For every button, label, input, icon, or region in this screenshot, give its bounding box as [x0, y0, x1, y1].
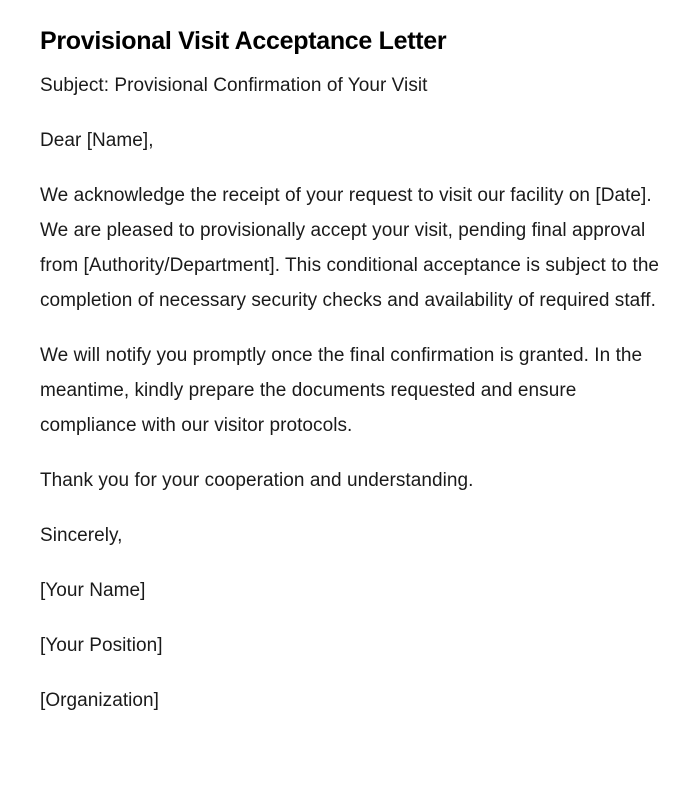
signature-organization: [Organization] — [40, 690, 159, 711]
letter-body-paragraph-2: We will notify you promptly once the final confirmation is granted. In the meantime, kindly prepare the documents requested and ensure compliance with our visitor protocols. — [40, 345, 643, 436]
signature-name: [Your Name] — [40, 580, 146, 601]
letter-salutation: Dear [Name], — [40, 130, 154, 151]
letter-closing: Sincerely, — [40, 525, 123, 546]
letter-title: Provisional Visit Acceptance Letter — [40, 27, 447, 55]
letter-subject: Subject: Provisional Confirmation of Your Visit — [40, 75, 428, 96]
signature-position: [Your Position] — [40, 635, 163, 656]
letter-body-paragraph-3: Thank you for your cooperation and understanding. — [40, 470, 474, 491]
letter-body-paragraph-1: We acknowledge the receipt of your request to visit our facility on [Date]. We are pleased to provisionally accept your visit, pending final approval from [Authority/Department]. This conditional acceptance is subject to the completion of necessary security checks and availability of required staff. — [40, 185, 660, 311]
